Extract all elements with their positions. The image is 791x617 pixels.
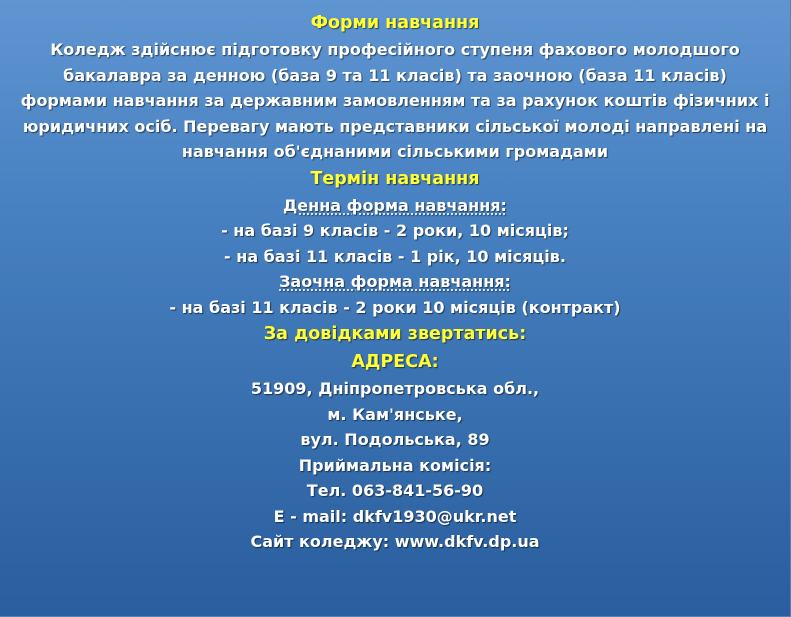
term-heading: Термін навчання	[310, 168, 480, 189]
forms-text-line-3: формами навчання за державним замовленням та за рахунок коштів фізичних і	[20, 91, 770, 110]
address-line-3: вул. Подольська, 89	[300, 430, 490, 449]
extramural-form-label	[0, 269, 790, 295]
email-address: E - mail: dkfv1930@ukr.net	[273, 506, 517, 526]
admission-committee-label: Приймальна комісія:	[298, 455, 492, 475]
phone-number: Тел. 063-841-56-90	[306, 481, 484, 500]
day-form-item-1: - на базі 9 класів - 2 роки, 10 місяців;	[221, 221, 569, 240]
day-form-label	[0, 193, 790, 219]
forms-text-line-2: бакалавра за денною (база 9 та 11 класів) та заочною (база 11 класів)	[63, 65, 727, 85]
extramural-form-item-1: - на базі 11 класів - 2 роки 10 місяців (контракт)	[169, 297, 621, 317]
address-line-1: 51909, Дніпропетровська обл.,	[250, 379, 540, 398]
forms-heading: Форми навчання	[310, 13, 480, 33]
address-line-2: м. Кам'янське,	[327, 404, 463, 424]
college-website: Сайт коледжу: www.dkfv.dp.ua	[250, 532, 540, 551]
forms-text-line-4: юридичних осіб. Перевагу мають представники сільської молоді направлені на	[22, 116, 768, 136]
address-heading: АДРЕСА:	[351, 352, 439, 372]
extramural-form-label-text: Заочна форма навчання:	[279, 272, 511, 291]
day-form-label-text: Денна форма навчання:	[283, 195, 507, 215]
forms-text-line-1: Коледж здійснює підготовку професійного ступеня фахового молодшого	[50, 40, 740, 59]
forms-text-line-5: навчання об'єднаними сільськими громадами	[181, 142, 609, 161]
day-form-item-2: - на базі 11 класів - 1 рік, 10 місяців.	[224, 246, 566, 266]
inquiries-heading: За довідками звертатись:	[263, 324, 527, 344]
